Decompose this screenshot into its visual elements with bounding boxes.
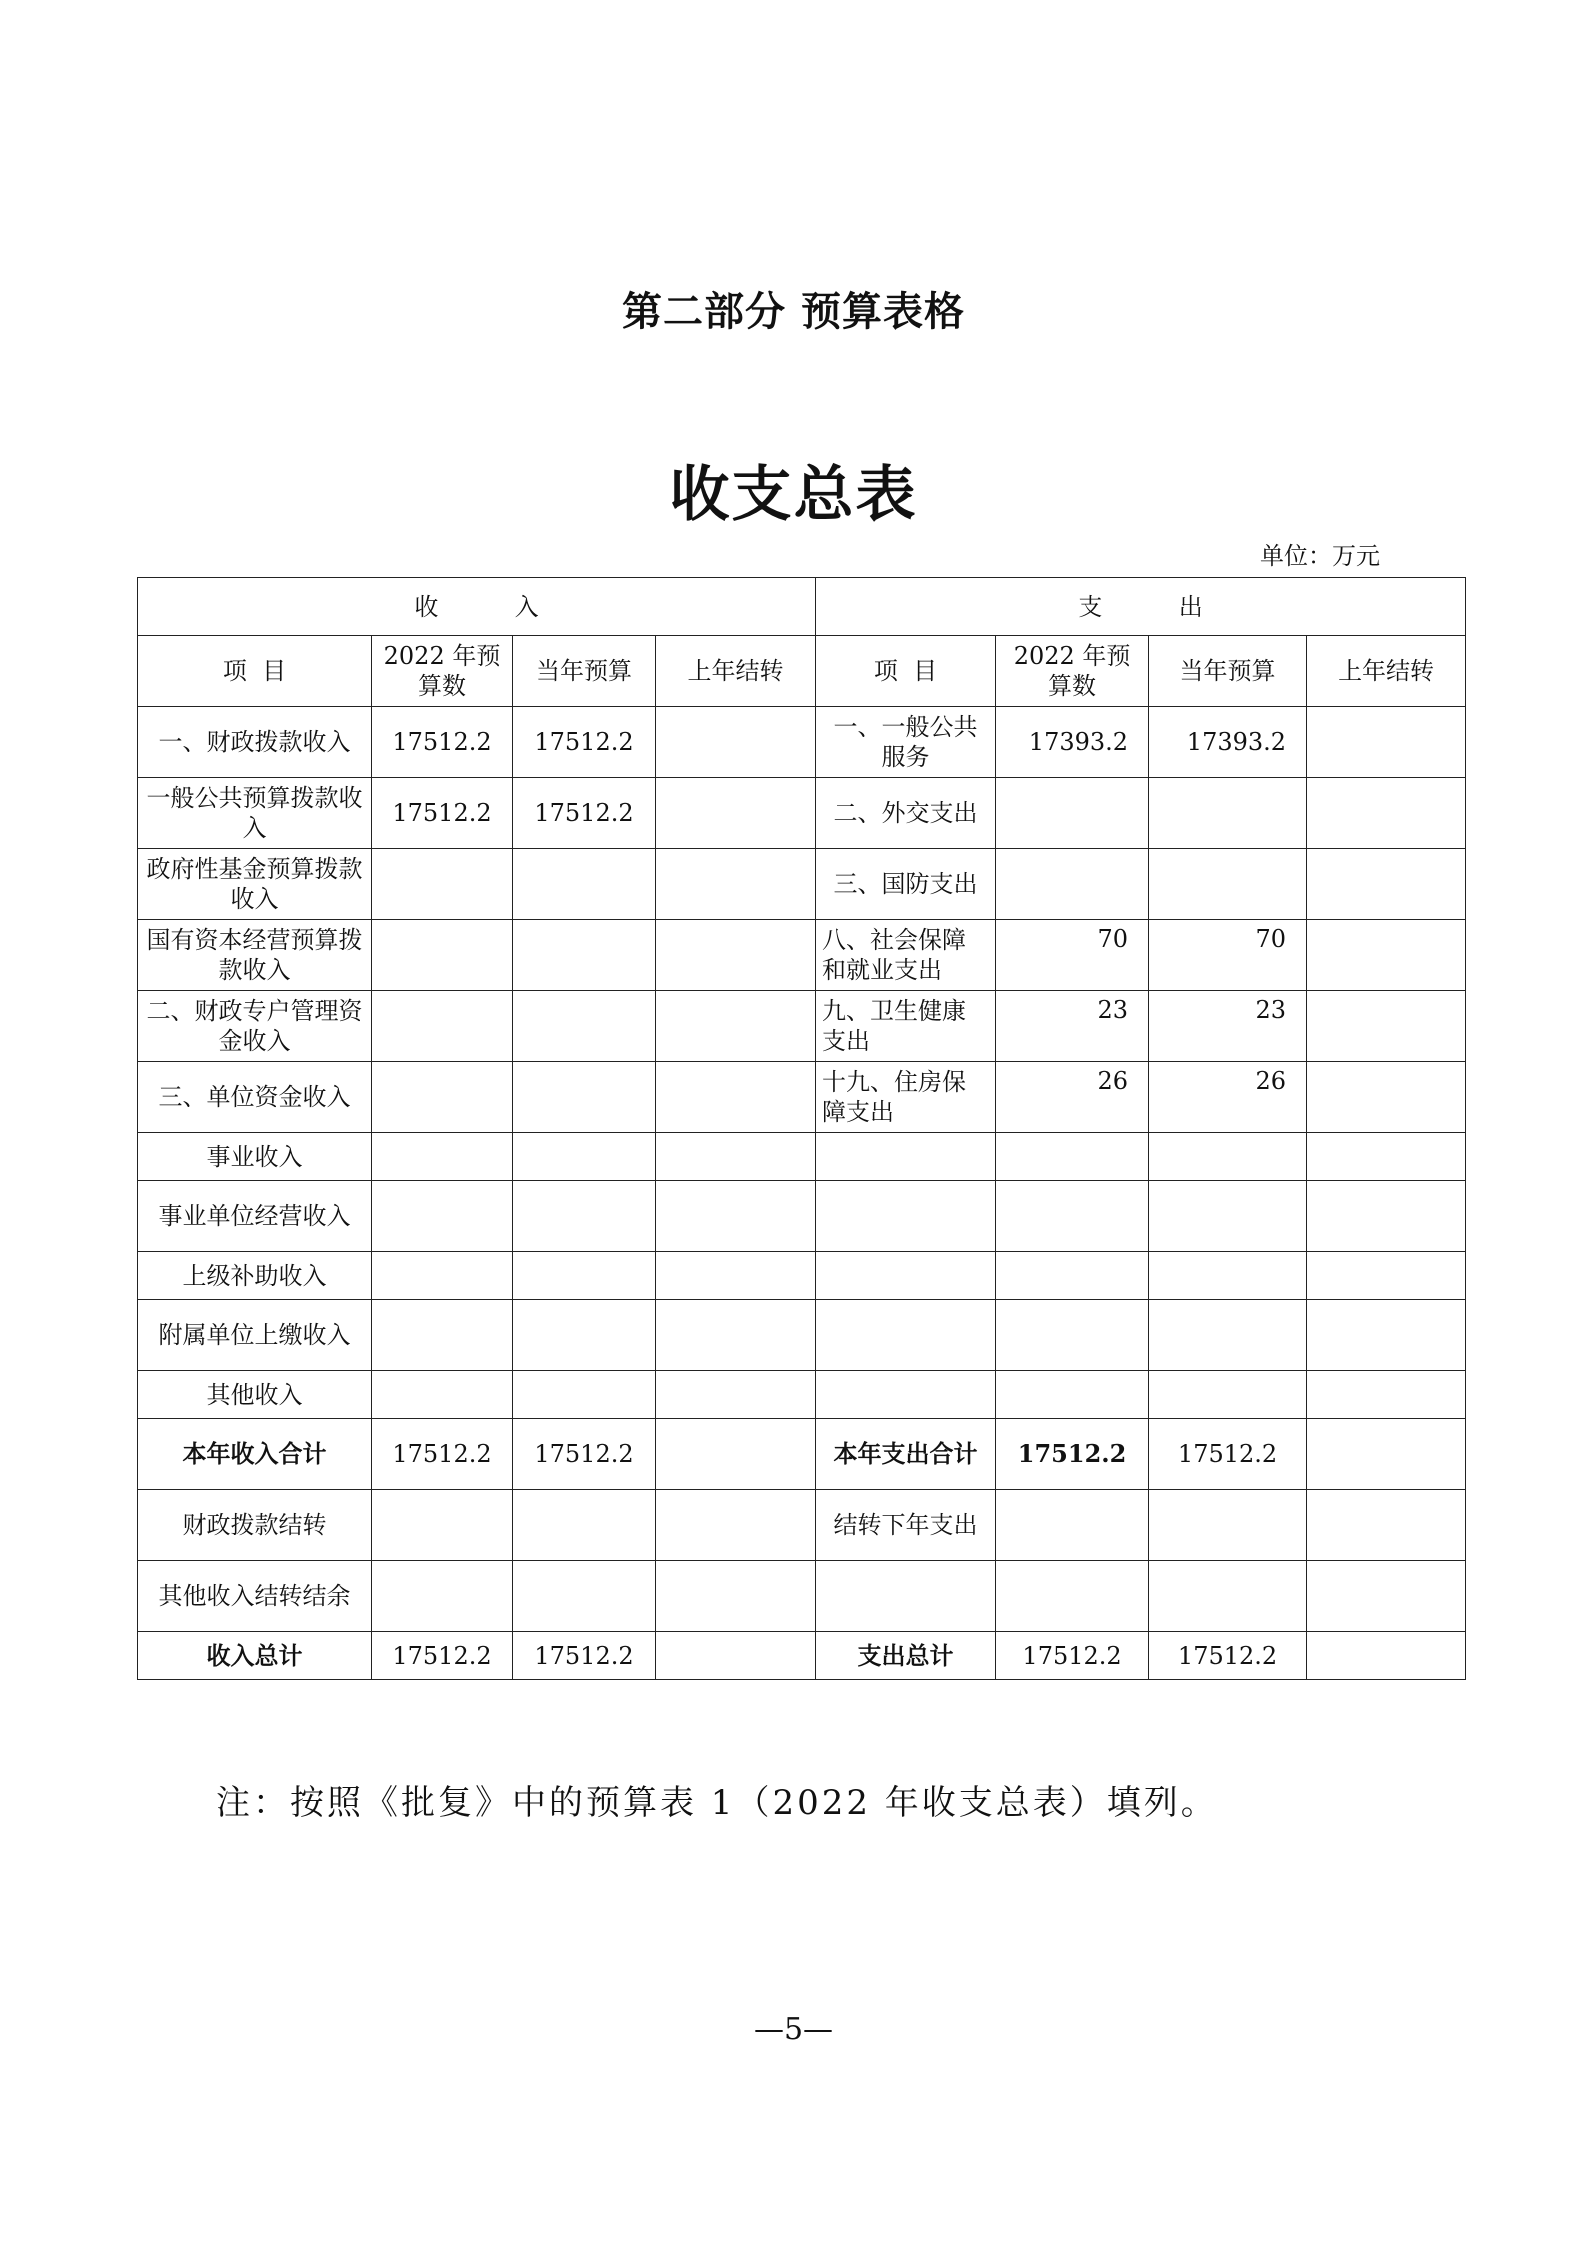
- income-budget: 17512.2: [372, 1419, 513, 1490]
- income-current: [513, 1490, 656, 1561]
- budget-summary-table: [137, 577, 1466, 1680]
- income-carryover: [656, 849, 816, 920]
- income-budget: [372, 1561, 513, 1632]
- expense-current: [1149, 1133, 1307, 1181]
- expense-carryover: [1307, 1632, 1466, 1680]
- expense-budget: 70: [996, 920, 1149, 991]
- income-current: 17512.2: [513, 1419, 656, 1490]
- expense-carryover: [1307, 707, 1466, 778]
- income-budget: [372, 1252, 513, 1300]
- expense-current: [1149, 1181, 1307, 1252]
- expense-budget: [996, 1181, 1149, 1252]
- expense-item: [816, 1300, 996, 1371]
- table-row: [138, 778, 1466, 849]
- income-item: 政府性基金预算拨款收入: [138, 849, 372, 920]
- income-carryover: [656, 920, 816, 991]
- table-row: [138, 1371, 1466, 1419]
- income-carryover: [656, 778, 816, 849]
- expense-current: 17512.2: [1149, 1632, 1307, 1680]
- expense-current: 17393.2: [1149, 707, 1307, 778]
- expense-carryover: [1307, 1252, 1466, 1300]
- income-carryover-header: 上年结转: [656, 636, 816, 707]
- income-item: 事业收入: [138, 1133, 372, 1181]
- income-current: [513, 1371, 656, 1419]
- expense-current-header: 当年预算: [1149, 636, 1307, 707]
- table-row: [138, 1561, 1466, 1632]
- expense-carryover: [1307, 1300, 1466, 1371]
- income-current: [513, 1062, 656, 1133]
- expense-carryover-header: 上年结转: [1307, 636, 1466, 707]
- expense-budget: 17393.2: [996, 707, 1149, 778]
- income-current: [513, 1561, 656, 1632]
- income-budget: [372, 1300, 513, 1371]
- income-budget: 17512.2: [372, 778, 513, 849]
- expense-item: [816, 1181, 996, 1252]
- table-row: [138, 1062, 1466, 1133]
- expense-carryover: [1307, 1133, 1466, 1181]
- income-item: 附属单位上缴收入: [138, 1300, 372, 1371]
- income-carryover: [656, 1181, 816, 1252]
- expense-carryover: [1307, 1561, 1466, 1632]
- income-item-header: 项 目: [138, 636, 372, 707]
- expense-carryover: [1307, 1181, 1466, 1252]
- income-carryover: [656, 1419, 816, 1490]
- expense-current: [1149, 849, 1307, 920]
- income-carryover: [656, 1490, 816, 1561]
- income-carryover: [656, 1062, 816, 1133]
- income-item: 事业单位经营收入: [138, 1181, 372, 1252]
- income-item: 上级补助收入: [138, 1252, 372, 1300]
- income-current: [513, 1181, 656, 1252]
- income-item: 国有资本经营预算拨款收入: [138, 920, 372, 991]
- income-item: 二、财政专户管理资金收入: [138, 991, 372, 1062]
- expense-current: [1149, 1490, 1307, 1561]
- expense-item-header: 项 目: [816, 636, 996, 707]
- expense-item: 九、卫生健康支出: [816, 991, 996, 1062]
- income-section-header: 收 入: [138, 578, 816, 636]
- expense-budget: [996, 1371, 1149, 1419]
- table-row: [138, 991, 1466, 1062]
- page-number: —5—: [753, 2012, 834, 2047]
- expense-carryover: [1307, 849, 1466, 920]
- expense-carryover: [1307, 991, 1466, 1062]
- income-carryover: [656, 991, 816, 1062]
- income-carryover: [656, 1133, 816, 1181]
- expense-current: [1149, 1252, 1307, 1300]
- expense-budget: [996, 778, 1149, 849]
- expense-carryover: [1307, 778, 1466, 849]
- expense-budget: [996, 1561, 1149, 1632]
- expense-carryover: [1307, 920, 1466, 991]
- table-row: [138, 1181, 1466, 1252]
- expense-item: 支出总计: [816, 1632, 996, 1680]
- unit-label: 单位：万元: [1260, 542, 1380, 570]
- income-carryover: [656, 1300, 816, 1371]
- income-item: 本年收入合计: [138, 1419, 372, 1490]
- expense-current: [1149, 1300, 1307, 1371]
- income-item: 其他收入: [138, 1371, 372, 1419]
- expense-current: 23: [1149, 991, 1307, 1062]
- income-item: 三、单位资金收入: [138, 1062, 372, 1133]
- column-header-row: [138, 636, 1466, 707]
- expense-item: 二、外交支出: [816, 778, 996, 849]
- table-row: [138, 707, 1466, 778]
- expense-item: [816, 1133, 996, 1181]
- table-row: [138, 849, 1466, 920]
- income-item: 一般公共预算拨款收入: [138, 778, 372, 849]
- expense-budget: [996, 1490, 1149, 1561]
- income-budget: [372, 849, 513, 920]
- expense-carryover: [1307, 1371, 1466, 1419]
- table-row: [138, 1133, 1466, 1181]
- expense-item: [816, 1561, 996, 1632]
- expense-budget: 17512.2: [996, 1632, 1149, 1680]
- income-budget: 17512.2: [372, 1632, 513, 1680]
- expense-current: 17512.2: [1149, 1419, 1307, 1490]
- income-budget: [372, 1062, 513, 1133]
- expense-section-header: 支 出: [816, 578, 1466, 636]
- expense-carryover: [1307, 1419, 1466, 1490]
- income-current: [513, 1252, 656, 1300]
- expense-item: 一、一般公共服务: [816, 707, 996, 778]
- expense-carryover: [1307, 1490, 1466, 1561]
- table-title: 收支总表: [669, 460, 918, 530]
- income-carryover: [656, 707, 816, 778]
- income-current-header: 当年预算: [513, 636, 656, 707]
- income-carryover: [656, 1561, 816, 1632]
- income-current: 17512.2: [513, 707, 656, 778]
- expense-item: 十九、住房保障支出: [816, 1062, 996, 1133]
- income-item: 其他收入结转结余: [138, 1561, 372, 1632]
- expense-item: 三、国防支出: [816, 849, 996, 920]
- income-current: [513, 991, 656, 1062]
- expense-current: 26: [1149, 1062, 1307, 1133]
- expense-budget: 23: [996, 991, 1149, 1062]
- table-row: [138, 1490, 1466, 1561]
- expense-item: [816, 1371, 996, 1419]
- income-budget: [372, 1133, 513, 1181]
- expense-item: [816, 1252, 996, 1300]
- income-current: 17512.2: [513, 1632, 656, 1680]
- section-header-row: [138, 578, 1466, 636]
- income-current: [513, 1300, 656, 1371]
- expense-budget: [996, 1252, 1149, 1300]
- expense-current: [1149, 1371, 1307, 1419]
- income-current: 17512.2: [513, 778, 656, 849]
- expense-item: 结转下年支出: [816, 1490, 996, 1561]
- expense-item: 八、社会保障和就业支出: [816, 920, 996, 991]
- expense-item: 本年支出合计: [816, 1419, 996, 1490]
- income-current: [513, 920, 656, 991]
- table-row: [138, 920, 1466, 991]
- income-item: 一、财政拨款收入: [138, 707, 372, 778]
- income-budget-header: 2022 年预算数: [372, 636, 513, 707]
- income-carryover: [656, 1371, 816, 1419]
- expense-current: 70: [1149, 920, 1307, 991]
- table-row: [138, 1300, 1466, 1371]
- part-title: 第二部分 预算表格: [622, 289, 965, 335]
- expense-budget: [996, 1133, 1149, 1181]
- footnote: 注：按照《批复》中的预算表 1（2022 年收支总表）填列。: [216, 1783, 1218, 1823]
- table-row-subtotal: [138, 1419, 1466, 1490]
- expense-budget: [996, 849, 1149, 920]
- income-budget: [372, 1181, 513, 1252]
- expense-current: [1149, 1561, 1307, 1632]
- income-budget: 17512.2: [372, 707, 513, 778]
- table-row: [138, 1252, 1466, 1300]
- income-carryover: [656, 1252, 816, 1300]
- income-current: [513, 1133, 656, 1181]
- income-budget: [372, 920, 513, 991]
- income-budget: [372, 1490, 513, 1561]
- expense-budget: [996, 1300, 1149, 1371]
- income-item: 收入总计: [138, 1632, 372, 1680]
- table-row-total: [138, 1632, 1466, 1680]
- income-budget: [372, 1371, 513, 1419]
- expense-carryover: [1307, 1062, 1466, 1133]
- expense-budget: 17512.2: [996, 1419, 1149, 1490]
- income-carryover: [656, 1632, 816, 1680]
- income-current: [513, 849, 656, 920]
- income-budget: [372, 991, 513, 1062]
- expense-budget-header: 2022 年预算数: [996, 636, 1149, 707]
- expense-current: [1149, 778, 1307, 849]
- expense-budget: 26: [996, 1062, 1149, 1133]
- income-item: 财政拨款结转: [138, 1490, 372, 1561]
